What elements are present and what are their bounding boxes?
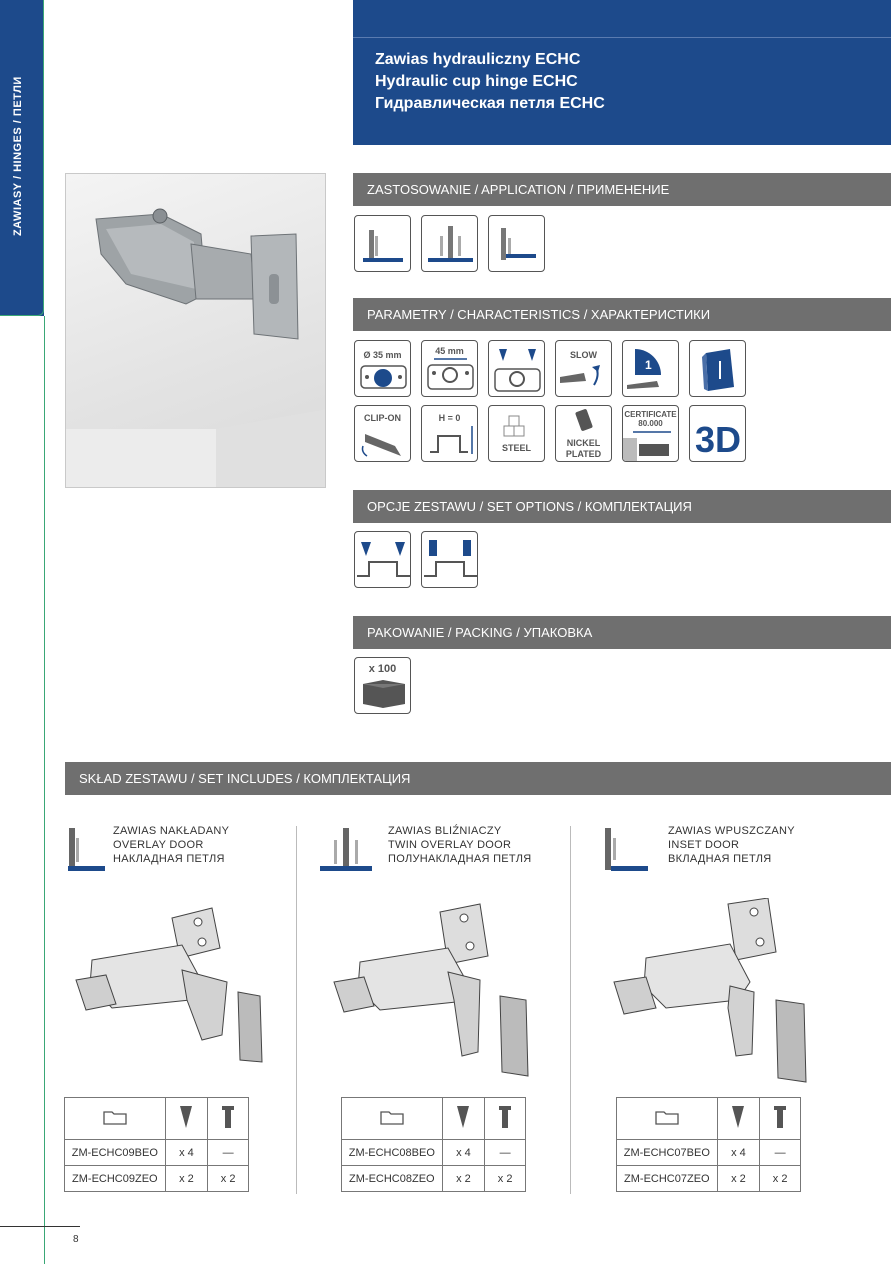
clip-on-label: CLIP-ON xyxy=(364,413,401,423)
3d-adjustment-icon xyxy=(689,405,746,462)
3d-label: 3D xyxy=(695,419,742,460)
title-en: Hydraulic cup hinge ECHC xyxy=(375,73,578,90)
col3-row1-a: x 4 xyxy=(717,1140,760,1166)
col3-row1-b: — xyxy=(760,1140,801,1166)
slow-label: SLOW xyxy=(570,350,597,360)
col1-title-ru: НАКЛАДНАЯ ПЕТЛЯ xyxy=(113,853,225,865)
column-divider-1 xyxy=(296,826,297,1194)
section-characteristics: PARAMETRY / CHARACTERISTICS / ХАРАКТЕРИСТИКИ xyxy=(353,298,891,331)
col2-row1-code: ZM-ECHC08BEO xyxy=(342,1140,443,1166)
col2-row2-b: x 2 xyxy=(485,1166,526,1192)
col1-row2-code: ZM-ECHC09ZEO xyxy=(65,1166,166,1192)
col2-euro-screw-icon xyxy=(485,1098,526,1140)
table-row xyxy=(617,1166,801,1192)
col3-hinge-drawing xyxy=(610,898,820,1084)
euro-screws-option-icon xyxy=(421,531,478,588)
nickel-plated-icon xyxy=(555,405,612,462)
box-packing-icon xyxy=(354,657,411,714)
col1-row1-b: — xyxy=(208,1140,249,1166)
twin-overlay-application-icon xyxy=(421,215,478,272)
col3-euro-screw-icon xyxy=(760,1098,801,1140)
one-motion-icon xyxy=(622,340,679,397)
overlay-door-icon xyxy=(66,828,106,874)
col3-row2-b: x 2 xyxy=(760,1166,801,1192)
cycles-label: 80.000 xyxy=(638,419,663,428)
col1-row1-a: x 4 xyxy=(165,1140,208,1166)
col1-title-en: OVERLAY DOOR xyxy=(113,839,204,851)
col2-wood-screw-icon xyxy=(442,1098,485,1140)
nickel-label-1: NICKEL xyxy=(566,438,601,448)
col1-title-pl: ZAWIAS NAKŁADANY xyxy=(113,825,230,837)
adjustment-icon xyxy=(689,340,746,397)
nickel-label-2: PLATED xyxy=(565,449,602,459)
steel-icon xyxy=(488,405,545,462)
clip-on-icon xyxy=(354,405,411,462)
col1-row1-code: ZM-ECHC09BEO xyxy=(65,1140,166,1166)
col2-row1-a: x 4 xyxy=(442,1140,485,1166)
twin-overlay-door-icon xyxy=(318,828,374,874)
soft-close-icon xyxy=(555,340,612,397)
col2-title-en: TWIN OVERLAY DOOR xyxy=(388,839,512,851)
col3-title-pl: ZAWIAS WPUSZCZANY xyxy=(668,825,795,837)
col2-heading xyxy=(388,824,531,866)
cup-diameter-icon xyxy=(354,340,411,397)
packing-qty: x 100 xyxy=(368,663,397,675)
title-topbar xyxy=(353,0,891,38)
one-label: 1 xyxy=(645,358,652,372)
overlay-application-icon xyxy=(354,215,411,272)
side-tab-label: ZAWIASY / HINGES / ПЕТЛИ xyxy=(12,76,24,236)
product-photo xyxy=(65,173,326,488)
page-number: 8 xyxy=(73,1234,79,1245)
col2-row2-a: x 2 xyxy=(442,1166,485,1192)
screw-mounting-icon xyxy=(488,340,545,397)
section-application: ZASTOSOWANIE / APPLICATION / ПРИМЕНЕНИЕ xyxy=(353,173,891,206)
col1-wood-screw-icon xyxy=(165,1098,208,1140)
col3-title-en: INSET DOOR xyxy=(668,839,740,851)
col2-title-pl: ZAWIAS BLIŹNIACZY xyxy=(388,825,502,837)
col3-row2-code: ZM-ECHC07ZEO xyxy=(617,1166,718,1192)
inset-application-icon xyxy=(488,215,545,272)
wood-screws-option-icon xyxy=(354,531,411,588)
col3-folder-icon xyxy=(617,1098,718,1140)
col3-wood-screw-icon xyxy=(717,1098,760,1140)
col1-folder-icon xyxy=(65,1098,166,1140)
h0-label: H = 0 xyxy=(438,413,461,423)
section-set-includes: SKŁAD ZESTAWU / SET INCLUDES / КОМПЛЕКТАЦИЯ xyxy=(65,762,891,795)
footer-rule xyxy=(0,1226,80,1227)
col1-euro-screw-icon xyxy=(208,1098,249,1140)
col3-row1-code: ZM-ECHC07BEO xyxy=(617,1140,718,1166)
col1-hinge-drawing xyxy=(62,900,272,1070)
title-block xyxy=(353,0,891,145)
col2-kit-table xyxy=(341,1097,526,1192)
cup-diameter-label: Ø 35 mm xyxy=(363,350,402,360)
screw-distance-label: 45 mm xyxy=(435,346,464,356)
table-row xyxy=(65,1140,249,1166)
col3-heading xyxy=(668,824,795,866)
inset-door-icon xyxy=(602,828,650,874)
col2-title-ru: ПОЛУНАКЛАДНАЯ ПЕТЛЯ xyxy=(388,853,532,865)
section-set-options: OPCJE ZESTAWU / SET OPTIONS / КОМПЛЕКТАЦИЯ xyxy=(353,490,891,523)
col2-hinge-drawing xyxy=(330,900,540,1080)
col1-row2-b: x 2 xyxy=(208,1166,249,1192)
table-row xyxy=(342,1140,526,1166)
col3-title-ru: ВКЛАДНАЯ ПЕТЛЯ xyxy=(668,853,772,865)
col3-kit-table xyxy=(616,1097,801,1192)
column-divider-2 xyxy=(570,826,571,1194)
table-row xyxy=(617,1140,801,1166)
col1-row2-a: x 2 xyxy=(165,1166,208,1192)
screw-distance-icon xyxy=(421,340,478,397)
title-ru: Гидравлическая петля ECHC xyxy=(375,95,605,112)
col2-row2-code: ZM-ECHC08ZEO xyxy=(342,1166,443,1192)
col1-heading xyxy=(113,824,229,866)
certificate-icon xyxy=(622,405,679,462)
table-row xyxy=(342,1166,526,1192)
certificate-label: CERTIFICATE xyxy=(624,410,677,419)
title-pl: Zawias hydrauliczny ECHC xyxy=(375,51,581,68)
section-packing: PAKOWANIE / PACKING / УПАКОВКА xyxy=(353,616,891,649)
table-row xyxy=(65,1166,249,1192)
side-tab xyxy=(0,0,44,316)
steel-label: STEEL xyxy=(501,443,531,453)
side-rule xyxy=(44,316,45,1264)
height-zero-icon xyxy=(421,405,478,462)
col2-folder-icon xyxy=(342,1098,443,1140)
col2-row1-b: — xyxy=(485,1140,526,1166)
hinge-photo-illustration xyxy=(66,174,326,488)
col3-row2-a: x 2 xyxy=(717,1166,760,1192)
col1-kit-table xyxy=(64,1097,249,1192)
